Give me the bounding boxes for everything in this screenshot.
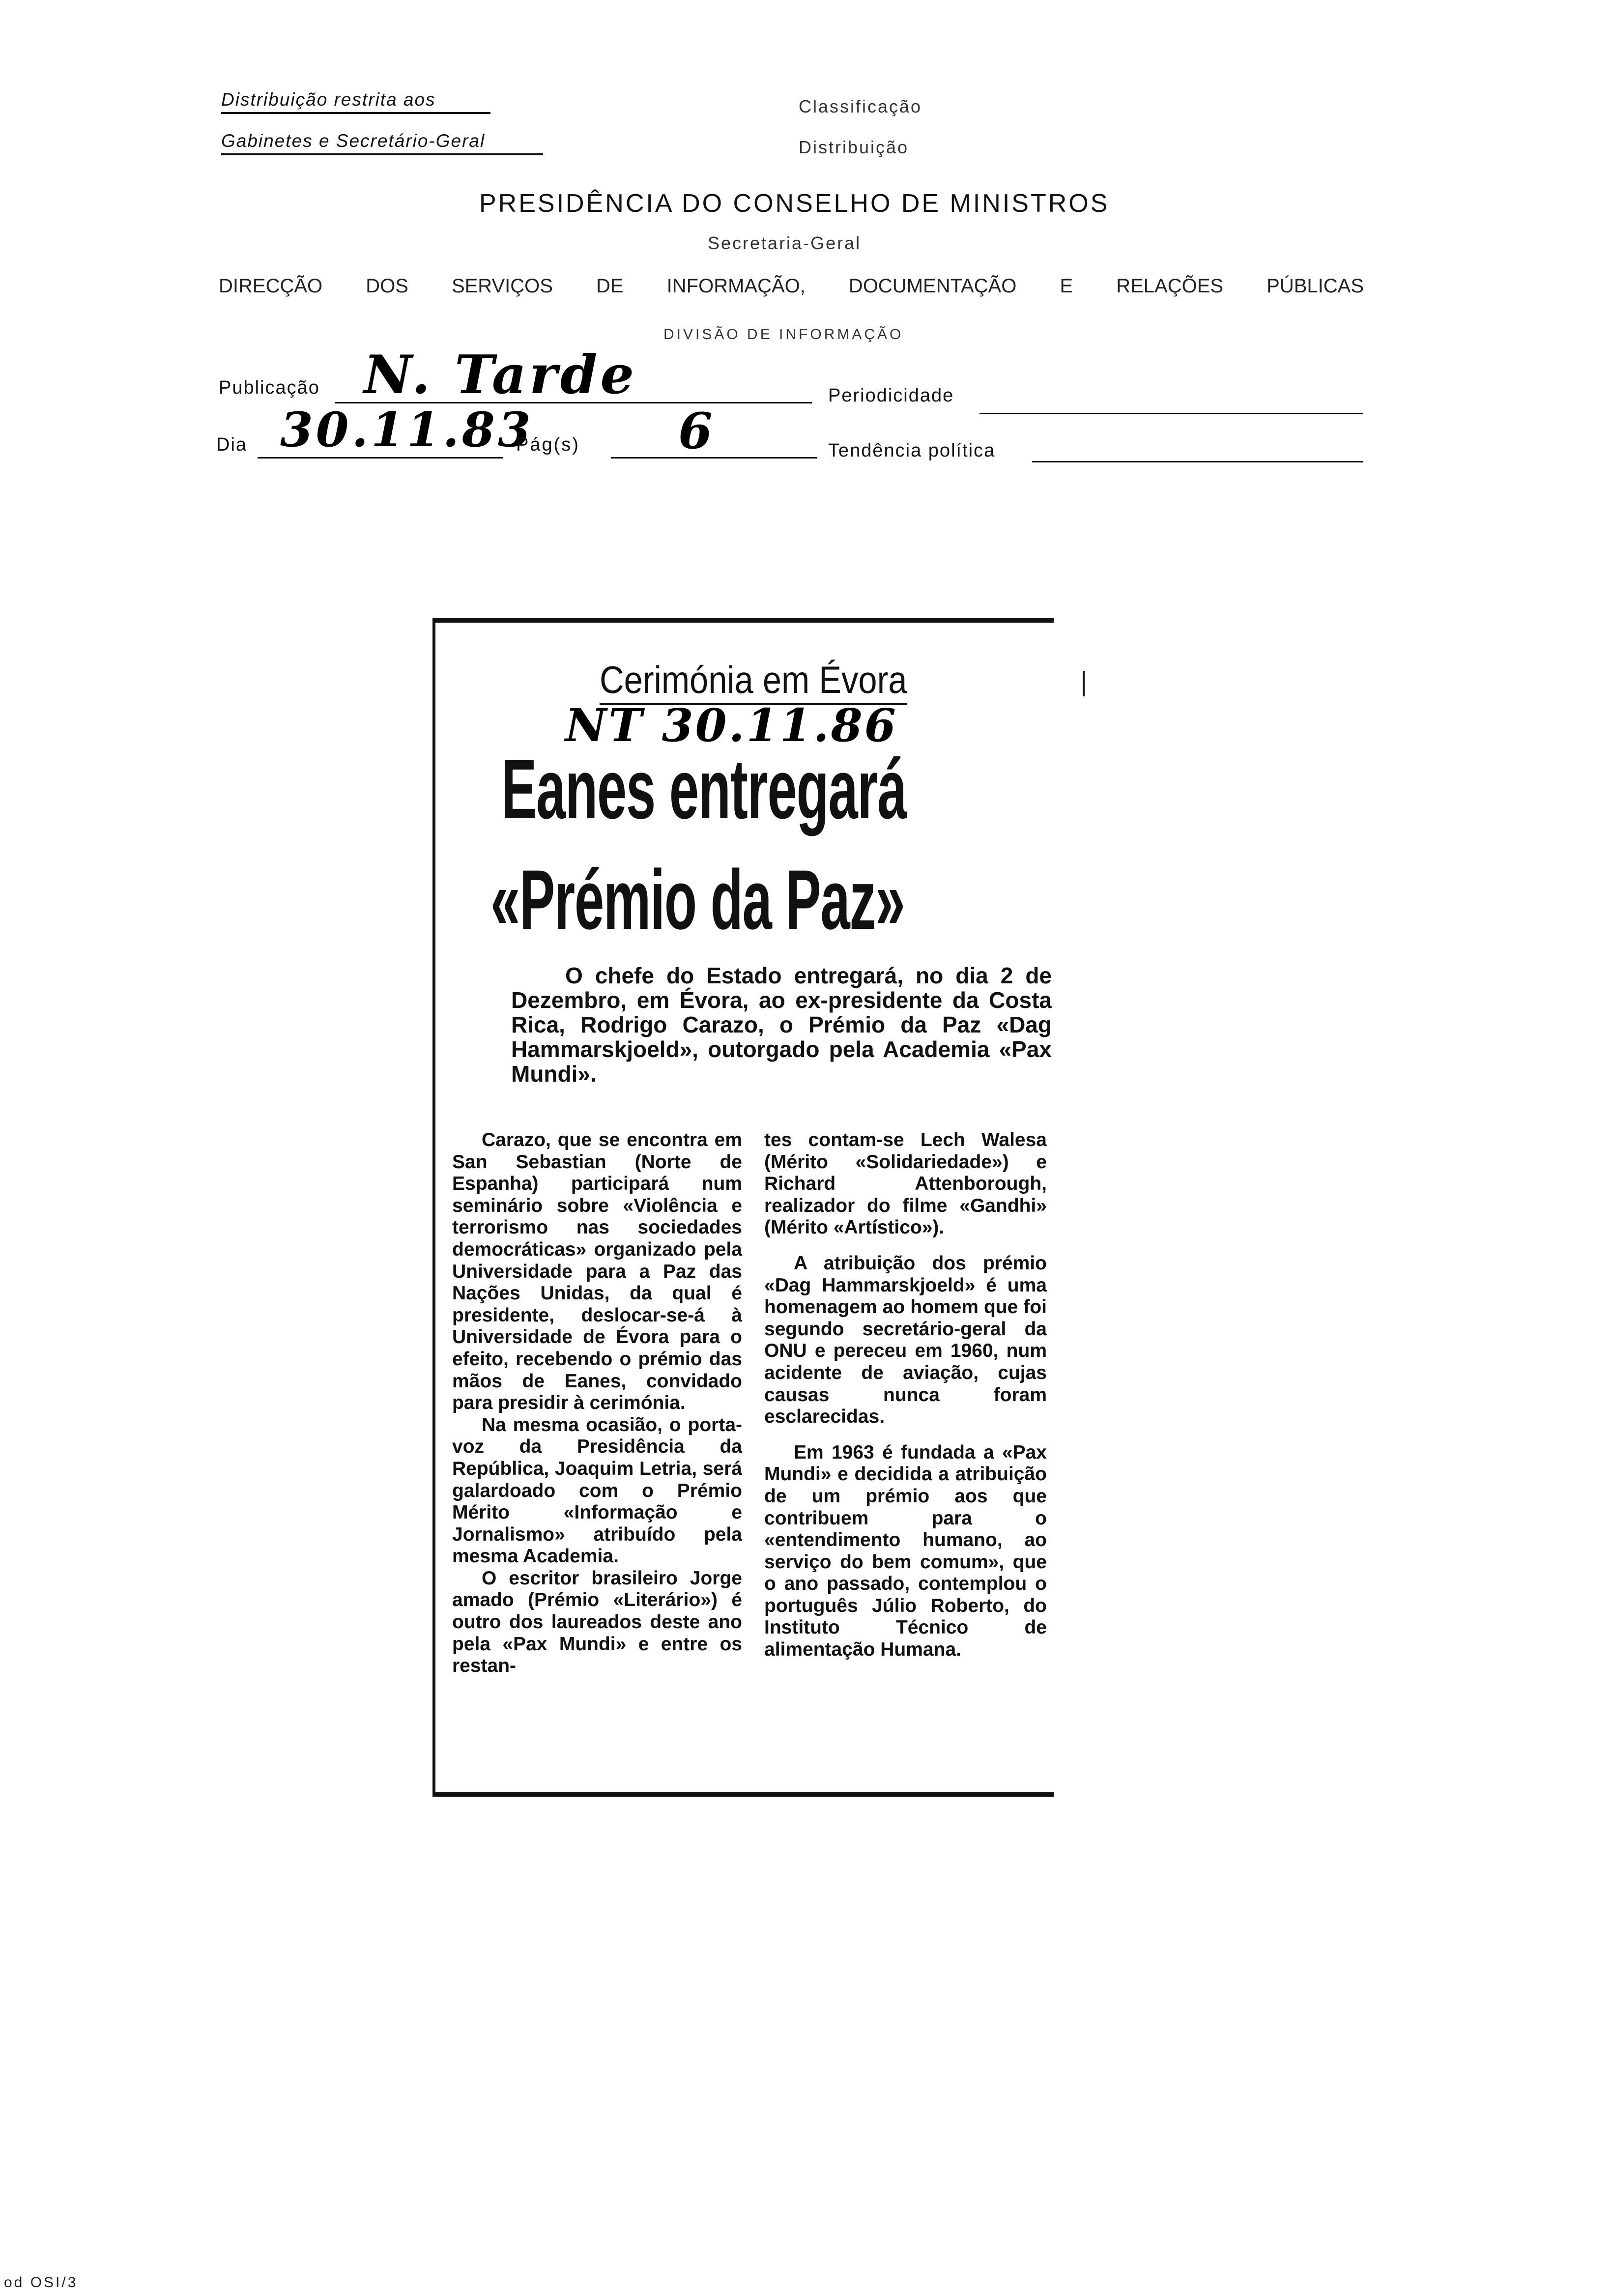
col1-paragraph-1: Carazo, que se encontra em San Sebastian (Norte de Espanha) participará num seminário sobre «Violência e terrorismo nas sociedades democráticas» organizado pela Universidade para a Paz das Nações Unidas, da qual é presidente, deslocar-se-á à Universidade de Évora para o efeito, recebendo o prémio das mãos de Eanes, convidado para presidir à cerimónia. bbox=[452, 1129, 742, 1414]
restricted-line-2: Gabinetes e Secretário-Geral bbox=[221, 131, 543, 155]
org-title: PRESIDÊNCIA DO CONSELHO DE MINISTROS bbox=[479, 189, 1110, 218]
tendencia-field[interactable] bbox=[1032, 461, 1363, 462]
kicker: Cerimónia em Évora bbox=[600, 658, 907, 705]
lead-paragraph: O chefe do Estado entregará, no dia 2 de Dezembro, em Évora, ao ex-presidente da Costa Rica, Rodrigo Carazo, o Prémio da Paz «Dag Hammarskjoeld», outorgado pela Academia «Pax Mundi». bbox=[511, 963, 1052, 1087]
org-subtitle: Secretaria-Geral bbox=[708, 233, 862, 253]
classificacao-label: Classificação bbox=[799, 96, 922, 116]
col1-paragraph-2: Na mesma ocasião, o porta-voz da Presidência da República, Joaquim Letria, será galardoado com o Prémio Mérito «Informação e Jornalismo» atribuído pela mesma Academia. bbox=[452, 1414, 742, 1567]
col1-paragraph-3: O escritor brasileiro Jorge amado (Prémio «Literário») é outro dos laureados deste ano pela «Pax Mundi» e entre os restan- bbox=[452, 1567, 742, 1677]
article-column-1 bbox=[452, 1129, 742, 1677]
restricted-line-1: Distribuição restrita aos bbox=[221, 89, 490, 114]
col2-paragraph-1: tes contam-se Lech Walesa (Mérito «Solidariedade») e Richard Attenborough, realizador do filme «Gandhi» (Mérito «Artístico»). bbox=[764, 1129, 1047, 1238]
pags-label: Pág(s) bbox=[516, 434, 580, 455]
periodicidade-field[interactable] bbox=[979, 413, 1363, 414]
division-line: DIVISÃO DE INFORMAÇÃO bbox=[663, 326, 904, 343]
publicacao-handwritten-value: N. Tarde bbox=[364, 344, 637, 406]
pags-field[interactable] bbox=[611, 457, 817, 459]
dia-handwritten-value: 30.11.83 bbox=[280, 402, 534, 458]
tendencia-label: Tendência política bbox=[828, 440, 996, 461]
periodicidade-label: Periodicidade bbox=[828, 385, 954, 406]
col2-paragraph-3: Em 1963 é fundada a «Pax Mundi» e decidida a atribuição de um prémio aos que contribuem para o «entendimento humano, ao serviço do bem comum», que o ano passado, contemplou o português Júlio Roberto, do Instituto Técnico de alimentação Humana. bbox=[764, 1441, 1047, 1661]
headline-line-1: Eanes entregará bbox=[501, 742, 907, 836]
headline-line-2: «Prémio da Paz» bbox=[490, 853, 905, 947]
publicacao-label: Publicação bbox=[219, 377, 320, 398]
article-column-2 bbox=[764, 1129, 1047, 1661]
col2-paragraph-2: A atribuição dos prémio «Dag Hammarskjoeld» é uma homenagem ao homem que foi segundo secretário-geral da ONU e pereceu em 1960, num acidente de aviação, cujas causas nunca foram esclarecidas. bbox=[764, 1252, 1047, 1428]
handwritten-reference: NT 30.11.86 bbox=[565, 699, 898, 752]
dia-label: Dia bbox=[216, 434, 248, 455]
distribuicao-label: Distribuição bbox=[799, 137, 909, 157]
directorate-line: DIRECÇÃO DOS SERVIÇOS DE INFORMAÇÃO, DOCUMENTAÇÃO E RELAÇÕES PÚBLICAS bbox=[219, 275, 1364, 297]
footer-code: od OSI/3 bbox=[4, 2274, 78, 2291]
clipping-right-edge-mark bbox=[1083, 671, 1085, 696]
pags-handwritten-value: 6 bbox=[678, 402, 713, 460]
